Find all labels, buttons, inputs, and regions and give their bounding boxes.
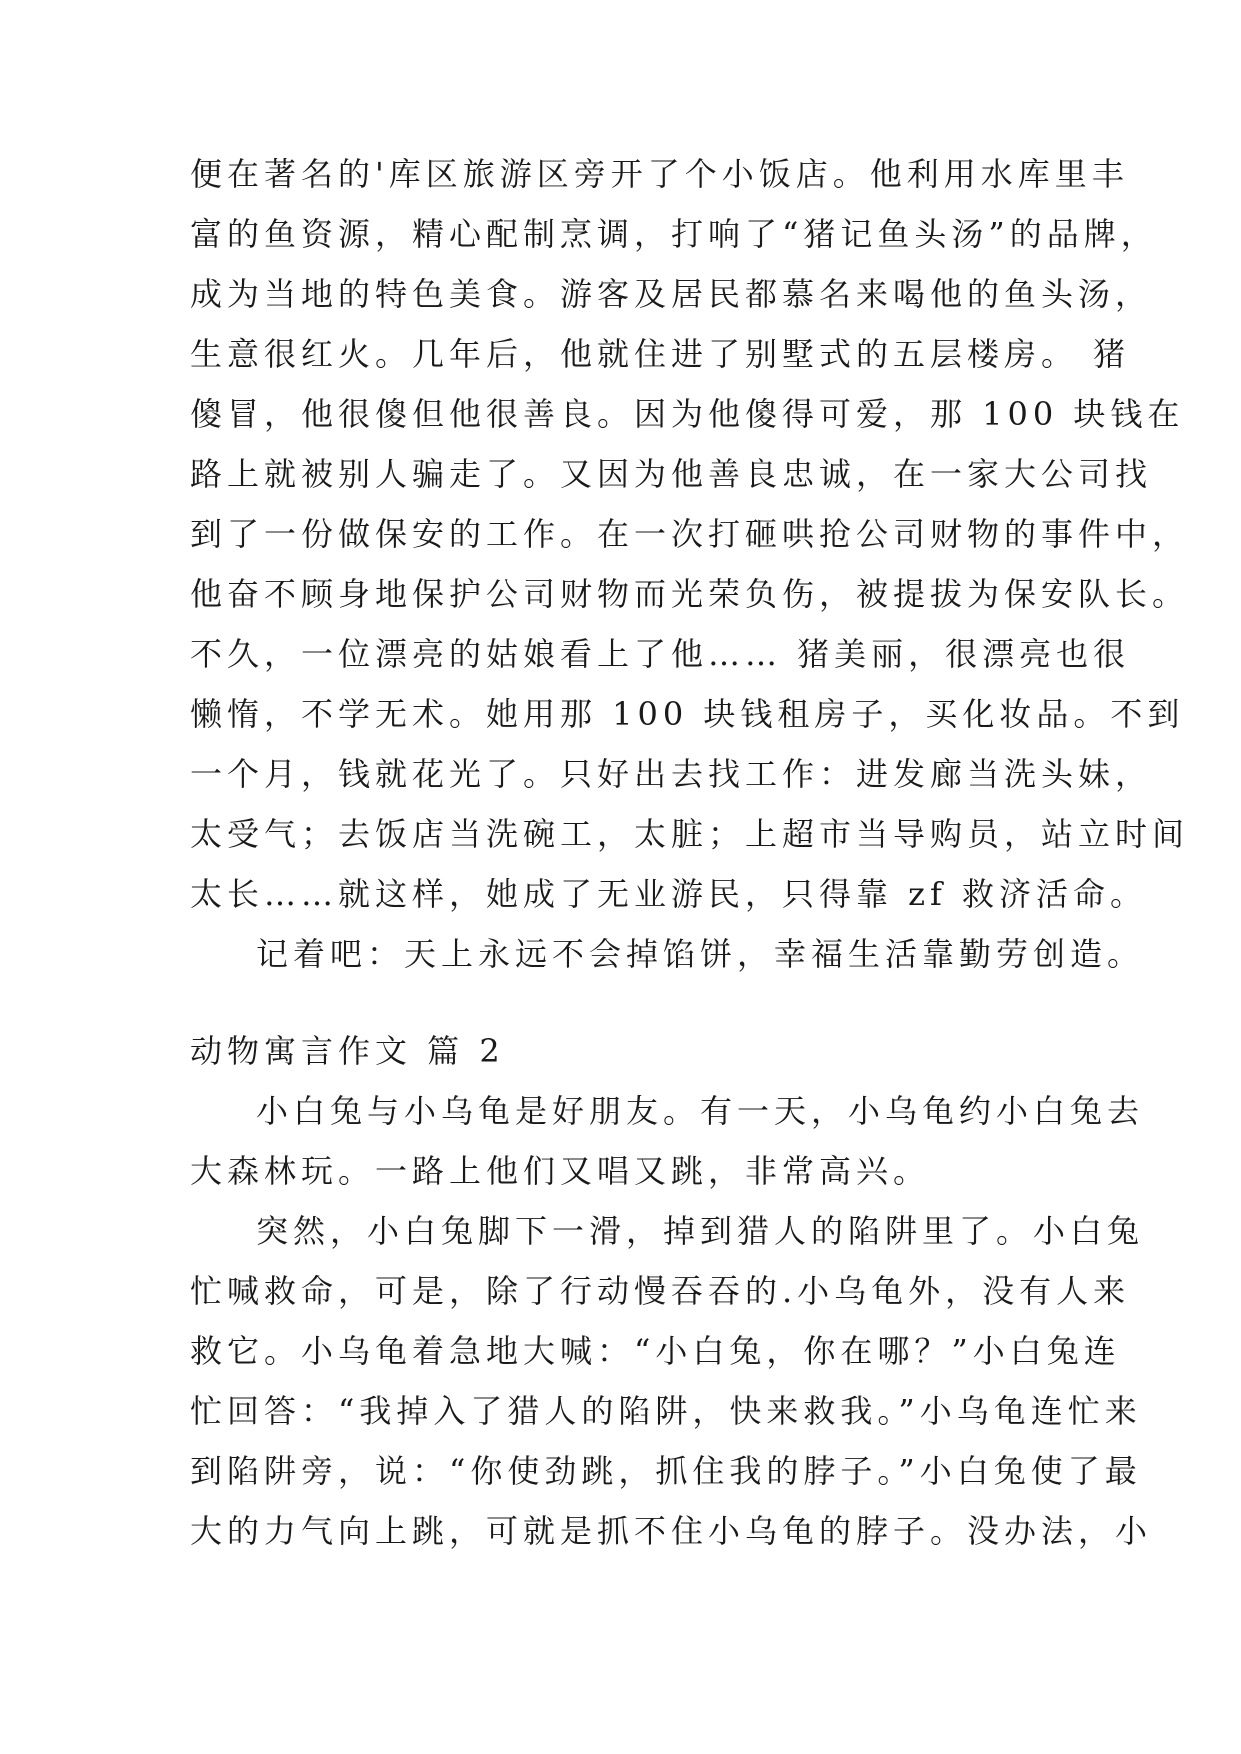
paragraph-line: 傻冒，他很傻但他很善良。因为他傻得可爱，那 100 块钱在 xyxy=(190,395,1185,433)
paragraph-line: 太长……就这样，她成了无业游民，只得靠 zf 救济活命。 xyxy=(190,875,1148,913)
story-section-1 xyxy=(190,144,1190,984)
section-heading: 动物寓言作文 篇 2 xyxy=(190,1032,505,1070)
paragraph-line: 救它。小乌龟着急地大喊：“小白兔，你在哪？”小白兔连 xyxy=(190,1332,1121,1370)
paragraph-line: 大森林玩。一路上他们又唱又跳，非常高兴。 xyxy=(190,1152,931,1190)
paragraph-line: 到陷阱旁，说：“你使劲跳，抓住我的脖子。”小白兔使了最 xyxy=(190,1452,1142,1490)
paragraph-line: 小白兔与小乌龟是好朋友。有一天，小乌龟约小白兔去 xyxy=(256,1092,1145,1130)
paragraph-line: 太受气；去饭店当洗碗工，太脏；上超市当导购员，站立时间 xyxy=(190,815,1190,853)
paragraph-line: 忙喊救命，可是，除了行动慢吞吞的.小乌龟外，没有人来 xyxy=(190,1272,1131,1310)
paragraph-line: 富的鱼资源，精心配制烹调，打响了“猪记鱼头汤”的品牌， xyxy=(190,215,1158,253)
paragraph-line: 一个月，钱就花光了。只好出去找工作：进发廊当洗头妹， xyxy=(190,755,1153,793)
closing-line: 记着吧：天上永远不会掉馅饼，幸福生活靠勤劳创造。 xyxy=(256,935,1145,973)
story-section-2 xyxy=(190,1081,1153,1561)
paragraph-line: 生意很红火。几年后，他就住进了别墅式的五层楼房。 猪 xyxy=(190,335,1131,373)
paragraph-line: 他奋不顾身地保护公司财物而光荣负伤，被提拔为保安队长。 xyxy=(190,575,1190,613)
paragraph-line: 便在著名的'库区旅游区旁开了个小饭店。他利用水库里丰 xyxy=(190,155,1129,193)
paragraph-line: 懒惰，不学无术。她用那 100 块钱租房子，买化妆品。不到 xyxy=(190,695,1185,733)
paragraph-line: 到了一份做保安的工作。在一次打砸哄抢公司财物的事件中， xyxy=(190,515,1190,553)
paragraph-line: 不久，一位漂亮的姑娘看上了他…… 猪美丽，很漂亮也很 xyxy=(190,635,1131,673)
paragraph-line: 成为当地的特色美食。游客及居民都慕名来喝他的鱼头汤， xyxy=(190,275,1153,313)
paragraph-line: 大的力气向上跳，可就是抓不住小乌龟的脖子。没办法，小 xyxy=(190,1512,1153,1550)
paragraph-line: 路上就被别人骗走了。又因为他善良忠诚，在一家大公司找 xyxy=(190,455,1153,493)
paragraph-line: 突然，小白兔脚下一滑，掉到猎人的陷阱里了。小白兔 xyxy=(256,1212,1145,1250)
paragraph-line: 忙回答：“我掉入了猎人的陷阱，快来救我。”小乌龟连忙来 xyxy=(190,1392,1142,1430)
